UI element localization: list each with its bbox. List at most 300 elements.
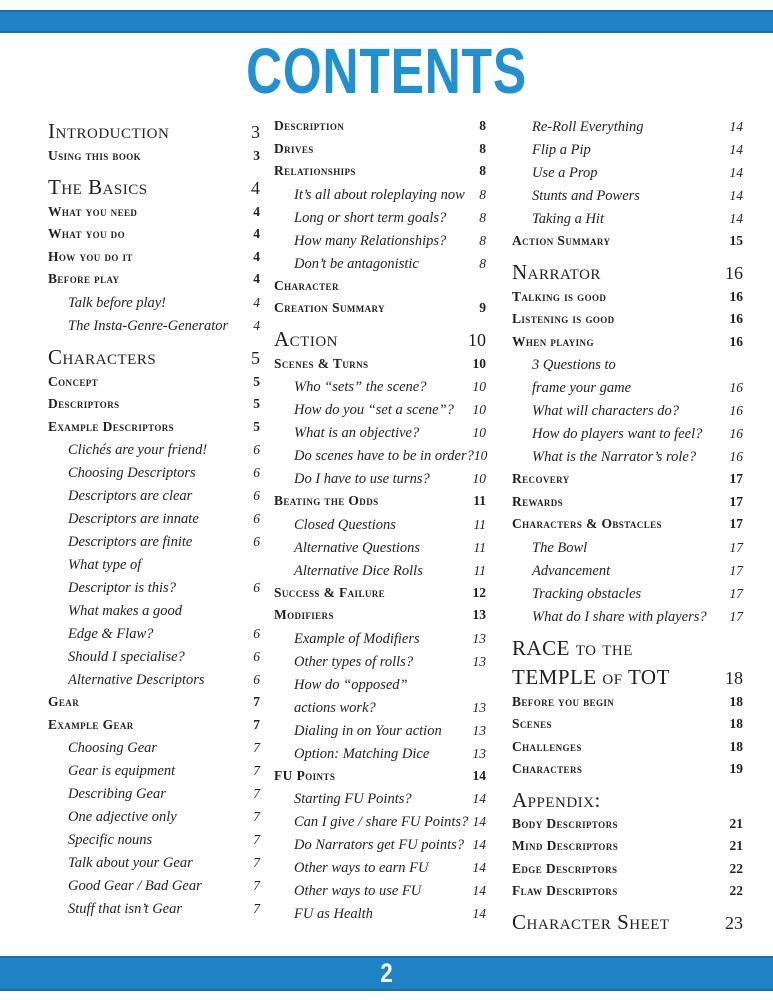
toc-entry (274, 586, 486, 601)
toc-entry (512, 740, 743, 755)
toc-entry (48, 227, 260, 242)
toc-entry-line (68, 763, 260, 779)
toc-entry-line (68, 809, 260, 825)
toc-entry-label: Re-Roll Everything (532, 119, 644, 135)
toc-entry-page: 4 (253, 317, 260, 333)
toc-entry-page: 17 (729, 585, 743, 601)
toc-entry-label: Characters & Obstacles (512, 516, 662, 531)
toc-entry-line (68, 786, 260, 802)
toc-entry-label: What will characters do? (532, 403, 680, 419)
toc-entry-line (48, 250, 260, 265)
toc-entry-label: Do scenes have to be in order? (294, 448, 474, 464)
toc-entry-page: 13 (472, 745, 486, 761)
toc-entry (274, 814, 486, 830)
toc-entry-page: 13 (472, 699, 486, 715)
toc-entry-label: Action Summary (512, 233, 611, 248)
toc-entry-line (48, 420, 260, 435)
toc-entry-line (48, 175, 260, 200)
toc-entry-label: Narrator (512, 259, 601, 284)
toc-entry-label: Example of Modifiers (294, 630, 420, 647)
toc-entry-page: 14 (472, 791, 486, 806)
toc-entry (48, 718, 260, 733)
toc-entry-page: 7 (253, 763, 260, 778)
toc-entry-line (532, 357, 743, 373)
toc-entry (512, 609, 743, 625)
toc-entry-page: 10 (472, 471, 486, 486)
toc-entry-page: 23 (725, 912, 743, 933)
toc-entry-label: Introduction (48, 119, 170, 143)
toc-entry-label: Gear (48, 694, 80, 709)
toc-entry-page: 10 (472, 355, 486, 371)
toc-entry-line (512, 234, 743, 249)
toc-entry-page: 4 (253, 226, 260, 241)
toc-entry-page: 8 (479, 163, 486, 178)
toc-entry (48, 603, 260, 642)
toc-entry-label: Concept (48, 373, 99, 389)
toc-entry-label: Tracking obstacles (532, 585, 642, 602)
toc-entry-label: Example Descriptors (48, 418, 175, 434)
toc-entry-label: Talk before play! (68, 294, 166, 311)
toc-entry-label: What is the Narrator’s role? (532, 449, 697, 465)
toc-entry-line (68, 603, 260, 619)
toc-entry-page: 16 (729, 288, 743, 304)
toc-entry (512, 788, 743, 812)
toc-entry (48, 465, 260, 481)
toc-columns (48, 119, 743, 940)
toc-entry-label: Advancement (532, 562, 611, 579)
toc-entry-label: Describing Gear (68, 786, 166, 802)
toc-entry (274, 791, 486, 807)
toc-entry (48, 855, 260, 871)
toc-entry (274, 723, 486, 739)
toc-entry-line (512, 312, 743, 327)
toc-entry-label: Mind Descriptors (512, 838, 619, 853)
toc-entry-page: 14 (472, 860, 486, 875)
toc-entry-label: Flaw Descriptors (512, 883, 618, 898)
toc-entry-line (294, 379, 486, 395)
toc-entry-label: It’s all about roleplaying now (294, 186, 465, 203)
toc-entry (274, 769, 486, 784)
toc-entry-label: How do “opposed” (294, 676, 408, 693)
toc-entry-page: 6 (253, 626, 260, 641)
toc-entry-line (512, 636, 743, 660)
toc-entry-line (512, 260, 743, 285)
toc-entry-page: 16 (729, 426, 743, 441)
toc-entry-label: Challenges (512, 738, 582, 754)
toc-column-3 (512, 119, 743, 940)
toc-entry (512, 403, 743, 419)
toc-entry-label: The Bowl (532, 539, 588, 556)
toc-entry-line (294, 540, 486, 556)
toc-entry (48, 763, 260, 779)
toc-entry-label: Use a Prop (532, 165, 598, 181)
toc-entry (274, 860, 486, 876)
toc-entry-line (274, 608, 486, 623)
toc-entry-page: 21 (729, 815, 743, 831)
toc-entry-line (532, 165, 743, 181)
toc-entry (512, 211, 743, 227)
toc-entry-line (274, 494, 486, 509)
toc-entry-page: 14 (472, 906, 486, 921)
toc-entry-line (532, 142, 743, 158)
toc-entry-label: 3 Questions to (532, 357, 616, 373)
toc-entry-line (294, 791, 486, 807)
toc-entry-page: 7 (253, 809, 260, 824)
toc-entry-label: Success & Failure (274, 584, 386, 600)
toc-entry-label: RACE to the (512, 635, 633, 660)
toc-entry-label: Should I specialise? (68, 649, 185, 665)
toc-entry-line (532, 426, 743, 442)
toc-entry-page: 22 (729, 860, 743, 876)
toc-entry (512, 472, 743, 487)
toc-entry-line (512, 517, 743, 532)
toc-entry (48, 149, 260, 164)
toc-entry-line (512, 862, 743, 877)
toc-entry-label: Descriptors are innate (68, 511, 199, 527)
toc-entry (274, 119, 486, 134)
toc-entry-page: 18 (729, 716, 743, 731)
toc-entry-page: 10 (472, 402, 486, 417)
toc-entry-page: 7 (253, 694, 260, 709)
toc-entry (274, 379, 486, 395)
toc-entry-label: Alternative Descriptors (68, 672, 205, 688)
toc-entry-page: 18 (725, 667, 743, 688)
toc-entry-page: 11 (473, 539, 486, 555)
toc-entry-label: Character (274, 277, 339, 293)
toc-entry-line (294, 210, 486, 226)
toc-entry-line (294, 677, 486, 693)
toc-entry-label: Who “sets” the scene? (294, 379, 427, 395)
top-border-bar (0, 10, 773, 33)
toc-entry-line (48, 718, 260, 733)
toc-entry (274, 677, 486, 716)
toc-entry (274, 279, 486, 316)
toc-entry-label: Flip a Pip (532, 142, 591, 158)
toc-entry-page: 17 (729, 471, 743, 486)
toc-entry-label: FU Points (274, 767, 336, 783)
toc-entry-page: 6 (253, 672, 260, 687)
toc-entry-line (512, 762, 743, 777)
toc-column-2 (274, 119, 486, 940)
toc-entry-page: 5 (251, 347, 260, 368)
toc-entry-label: Option: Matching Dice (294, 745, 430, 762)
toc-entry (274, 425, 486, 441)
toc-entry-label: Don’t be antagonistic (294, 255, 419, 272)
toc-entry (512, 586, 743, 602)
toc-entry-page: 17 (729, 562, 743, 578)
toc-entry-page: 17 (729, 539, 743, 555)
toc-entry-page: 6 (253, 649, 260, 664)
toc-entry-page: 18 (729, 738, 743, 754)
toc-entry (48, 809, 260, 825)
toc-entry-line (294, 256, 486, 272)
toc-entry (274, 494, 486, 509)
toc-entry (48, 901, 260, 917)
toc-entry (48, 786, 260, 802)
toc-entry-page: 11 (473, 516, 486, 532)
toc-entry-label: Other ways to use FU (294, 883, 422, 899)
toc-entry-line (68, 855, 260, 871)
toc-entry (274, 883, 486, 899)
toc-entry (48, 511, 260, 527)
toc-entry-line (48, 205, 260, 220)
toc-entry-line (294, 654, 486, 670)
toc-entry-label: Characters (48, 344, 157, 369)
toc-entry (512, 119, 743, 135)
toc-entry-label: Drives (274, 140, 314, 156)
toc-entry-line (274, 142, 486, 157)
toc-entry-page: 6 (253, 442, 260, 457)
toc-entry-page: 8 (479, 140, 486, 156)
toc-entry (48, 672, 260, 688)
toc-entry (48, 175, 260, 200)
toc-entry-line (68, 511, 260, 527)
toc-entry (512, 426, 743, 442)
toc-entry-line (512, 839, 743, 854)
toc-entry-label: Other types of rolls? (294, 653, 414, 670)
toc-entry (274, 402, 486, 418)
toc-entry-page: 22 (729, 883, 743, 898)
toc-entry (274, 142, 486, 157)
toc-entry-line (512, 910, 743, 935)
footer-bar (0, 956, 773, 991)
toc-entry (512, 884, 743, 899)
toc-entry-line (68, 878, 260, 894)
toc-entry-label: How do you “set a scene”? (294, 402, 454, 418)
toc-entry-line (68, 534, 260, 550)
toc-entry-label: Clichés are your friend! (68, 442, 208, 458)
toc-entry-page: 10 (472, 425, 486, 440)
toc-entry-page: 8 (479, 232, 486, 248)
toc-entry-label: Listening is good (512, 311, 615, 326)
toc-entry (512, 495, 743, 510)
toc-entry (512, 335, 743, 350)
toc-entry-page: 13 (472, 653, 486, 669)
toc-entry (48, 272, 260, 287)
toc-entry-label: Edge & Flaw? (68, 626, 154, 642)
toc-entry (48, 205, 260, 220)
toc-entry-page: 13 (472, 722, 486, 738)
toc-entry-label: Talking is good (512, 288, 607, 304)
toc-entry-line (512, 665, 743, 690)
toc-entry-page: 7 (253, 901, 260, 916)
toc-entry-label: What type of (68, 557, 142, 573)
toc-entry-page: 16 (729, 449, 743, 464)
toc-entry-page: 8 (479, 255, 486, 271)
toc-entry (48, 345, 260, 370)
toc-entry-line (68, 672, 260, 688)
toc-entry-label: Specific nouns (68, 832, 153, 848)
toc-entry-page: 5 (253, 418, 260, 434)
toc-entry-label: Choosing Descriptors (68, 465, 196, 481)
toc-entry-page: 10 (472, 379, 486, 394)
toc-entry-page: 16 (729, 333, 743, 349)
toc-entry-label: Recovery (512, 471, 570, 486)
toc-entry-line (68, 557, 260, 573)
toc-entry (48, 557, 260, 596)
toc-entry-label: The Basics (48, 174, 148, 199)
toc-entry-page: 7 (253, 740, 260, 755)
toc-entry (274, 164, 486, 179)
toc-entry-label: Descriptors (48, 396, 120, 411)
toc-entry-page: 4 (251, 177, 260, 198)
toc-entry-label: Description (274, 118, 345, 133)
toc-entry-label: Stunts and Powers (532, 188, 640, 204)
toc-entry-page: 6 (253, 580, 260, 595)
toc-entry-line (294, 631, 486, 647)
toc-entry-page: 16 (729, 311, 743, 326)
toc-entry (512, 817, 743, 832)
toc-entry-page: 11 (473, 493, 486, 508)
toc-entry-line (294, 471, 486, 487)
toc-entry-page: 8 (479, 118, 486, 133)
toc-entry-line (274, 301, 486, 316)
toc-entry-line (532, 403, 743, 419)
toc-entry-line (532, 609, 743, 625)
toc-entry-label: Characters (512, 761, 583, 776)
toc-entry-label: Using this book (48, 148, 142, 163)
toc-entry-line (48, 119, 260, 144)
toc-entry-line (294, 233, 486, 249)
toc-entry-line (294, 187, 486, 203)
toc-entry-page: 4 (253, 271, 260, 286)
toc-entry-line (68, 580, 260, 596)
toc-entry-label: Alternative Dice Rolls (294, 562, 423, 579)
toc-entry (512, 695, 743, 710)
toc-entry-line (294, 837, 486, 853)
toc-entry (512, 540, 743, 556)
toc-entry-label: Before you begin (512, 693, 615, 709)
toc-entry (48, 878, 260, 894)
toc-entry-label: Descriptor is this? (68, 580, 176, 596)
toc-entry-page: 13 (472, 630, 486, 646)
toc-entry-label: Edge Descriptors (512, 860, 618, 876)
toc-entry-label: Before play (48, 271, 120, 286)
toc-entry-line (294, 700, 486, 716)
toc-entry-page: 14 (472, 837, 486, 852)
toc-entry-line (532, 586, 743, 602)
toc-entry-line (68, 901, 260, 917)
toc-entry-line (274, 327, 486, 352)
toc-entry-page: 14 (729, 165, 743, 180)
toc-entry (512, 636, 743, 690)
toc-entry-page: 4 (253, 203, 260, 219)
toc-entry-line (512, 472, 743, 487)
toc-entry-page: 9 (479, 300, 486, 315)
toc-entry (48, 740, 260, 756)
toc-entry-label: Rewards (512, 493, 564, 509)
toc-entry-page: 14 (729, 119, 743, 134)
toc-entry-label: actions work? (294, 699, 376, 716)
toc-entry (512, 188, 743, 204)
toc-entry (48, 397, 260, 412)
toc-entry-label: Alternative Questions (294, 539, 421, 556)
toc-entry-page: 17 (729, 493, 743, 509)
toc-entry-page: 21 (729, 838, 743, 853)
toc-entry-page: 15 (729, 233, 743, 248)
toc-entry-page: 14 (729, 188, 743, 203)
toc-entry-label: What you need (48, 203, 138, 219)
toc-entry (512, 717, 743, 732)
toc-entry (274, 210, 486, 226)
toc-entry-line (294, 425, 486, 441)
toc-entry-line (512, 695, 743, 710)
toc-entry-label: How many Relationships? (294, 232, 447, 249)
toc-entry-line (48, 227, 260, 242)
toc-entry-label: One adjective only (68, 809, 177, 825)
toc-entry-line (532, 119, 743, 135)
toc-entry-page: 14 (472, 767, 486, 783)
toc-entry-label: Good Gear / Bad Gear (68, 878, 202, 894)
toc-entry (48, 832, 260, 848)
toc-entry-line (68, 649, 260, 665)
toc-entry-page: 14 (729, 211, 743, 226)
toc-entry-page: 16 (729, 403, 743, 418)
toc-entry (274, 540, 486, 556)
toc-entry-page: 14 (472, 814, 486, 829)
toc-entry-line (274, 119, 486, 134)
toc-entry-label: Long or short term goals? (294, 209, 447, 226)
toc-entry-page: 5 (253, 396, 260, 411)
toc-entry (512, 165, 743, 181)
toc-entry-label: Appendix: (512, 787, 601, 812)
toc-entry-line (68, 442, 260, 458)
toc-entry (274, 448, 486, 464)
toc-entry-label: What is an objective? (294, 425, 420, 441)
toc-entry-line (532, 211, 743, 227)
toc-entry-page: 17 (729, 516, 743, 531)
toc-entry-line (294, 860, 486, 876)
toc-entry-page: 19 (729, 761, 743, 776)
toc-entry-line (48, 695, 260, 710)
toc-entry-line (274, 164, 486, 179)
toc-entry-page: 3 (251, 122, 260, 142)
toc-entry (48, 375, 260, 390)
toc-entry-line (48, 149, 260, 164)
toc-entry (274, 256, 486, 272)
footer-page-number: 2 (380, 958, 393, 988)
toc-entry-line (48, 397, 260, 412)
toc-entry-line (68, 318, 260, 334)
toc-entry-label: What makes a good (68, 603, 182, 619)
toc-entry-line (512, 335, 743, 350)
toc-entry-line (512, 740, 743, 755)
toc-entry-line (68, 465, 260, 481)
toc-entry-page: 12 (472, 584, 486, 600)
toc-entry-label: Scenes & Turns (274, 355, 369, 371)
toc-entry-page: 4 (253, 294, 260, 310)
toc-entry-line (294, 814, 486, 830)
toc-entry-line (532, 563, 743, 579)
toc-entry-line (512, 817, 743, 832)
toc-entry-page: 7 (253, 855, 260, 870)
toc-entry (274, 631, 486, 647)
toc-entry-page: 8 (479, 186, 486, 202)
toc-entry (48, 420, 260, 435)
toc-entry (512, 517, 743, 532)
toc-entry (512, 762, 743, 777)
toc-entry (48, 250, 260, 265)
toc-entry-line (532, 188, 743, 204)
toc-entry-page: 8 (479, 209, 486, 225)
toc-entry (48, 695, 260, 710)
toc-entry-label: How do players want to feel? (532, 426, 703, 442)
toc-entry-page: 3 (253, 148, 260, 163)
toc-entry-label: Creation Summary (274, 300, 386, 315)
toc-entry-label: Relationships (274, 163, 356, 178)
toc-entry (48, 442, 260, 458)
toc-entry-line (68, 626, 260, 642)
